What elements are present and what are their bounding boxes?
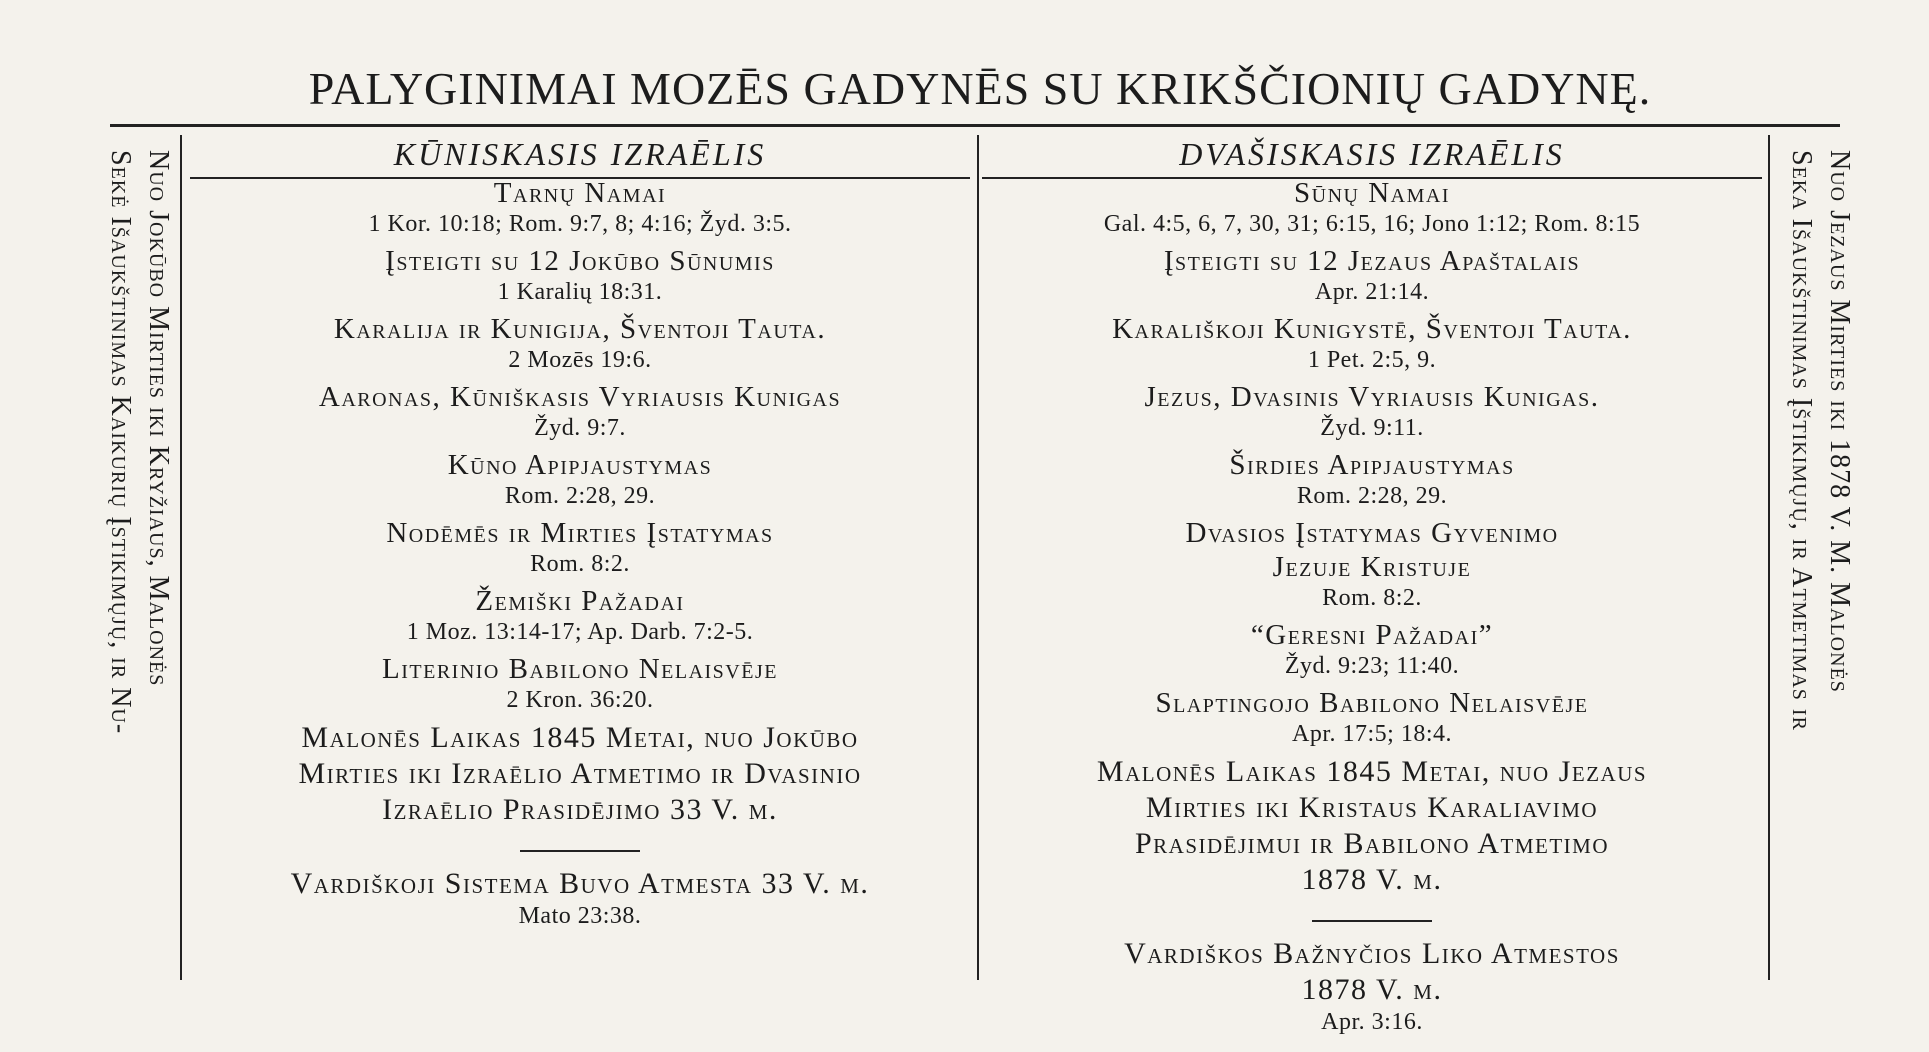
left-side-text	[97, 150, 177, 980]
right-promises-title: “Geresni Pažadai”	[1250, 619, 1494, 651]
left-entry-title: Literinio Babilono Nelaisvēje	[382, 653, 778, 685]
right-separator	[1312, 920, 1432, 922]
right-entry-ref: Apr. 21:14.	[1314, 279, 1430, 305]
right-law-entry	[982, 516, 1762, 612]
right-grace-line-3: Prasidējimui ir Babilono Atmetimo	[1134, 827, 1609, 860]
right-law-ref: Rom. 8:2.	[1322, 585, 1422, 611]
right-grace-line-4: 1878 V. m.	[1301, 863, 1443, 896]
left-column	[190, 132, 970, 936]
left-final-ref: Mato 23:38.	[518, 903, 642, 929]
right-entry-ref: Gal. 4:5, 6, 7, 30, 31; 6:15, 16; Jono 1:12; Rom. 8:15	[1103, 211, 1641, 237]
left-entry	[190, 312, 970, 374]
left-grace-period	[190, 720, 970, 828]
left-entry-ref: 2 Mozēs 19:6.	[508, 347, 652, 373]
left-entry	[190, 380, 970, 442]
left-entry-title: Žemiški Pažadai	[475, 585, 685, 617]
left-final-entry	[190, 866, 970, 930]
left-entry-title: Nodēmēs ir Mirties Įstatymas	[386, 517, 774, 549]
left-entry-ref: 1 Karalių 18:31.	[497, 279, 663, 305]
left-entry	[190, 516, 970, 578]
left-border-line	[180, 135, 182, 980]
right-final-entry	[982, 936, 1762, 1036]
right-column	[982, 132, 1762, 1042]
right-entry-title: Sūnų Namai	[1294, 177, 1450, 209]
right-entry-title: Įsteigti su 12 Jezaus Apaštalais	[1163, 245, 1581, 277]
left-entry-title: Kūno Apipjaustymas	[447, 449, 713, 481]
page-title: PALYGINIMAI MOZĒS GADYNĒS SU KRIKŠČIONIŲ GADYNĘ.	[308, 63, 1652, 114]
right-final-ref: Apr. 3:16.	[1321, 1009, 1423, 1035]
left-entry	[190, 652, 970, 714]
right-entry-ref: 1 Pet. 2:5, 9.	[1307, 347, 1437, 373]
right-final-line-2: 1878 V. m.	[1301, 973, 1443, 1006]
right-border-line	[1768, 135, 1770, 980]
right-entry	[982, 380, 1762, 442]
right-grace-period	[982, 754, 1762, 898]
right-grace-line-2: Mirties iki Kristaus Karaliavimo	[1145, 791, 1599, 824]
left-side-line-1: Nuo Jokūbo Mirties iki Kryžiaus, Malonės	[143, 150, 174, 687]
right-entry-title: Karališkoji Kunigystē, Šventoji Tauta.	[1112, 313, 1632, 345]
right-law-line-1: Dvasios Įstatymas Gyvenimo	[1185, 517, 1559, 549]
left-separator	[520, 850, 640, 852]
left-entry-title: Tarnų Namai	[493, 177, 667, 209]
left-entry-ref: 2 Kron. 36:20.	[506, 687, 654, 713]
left-entry-ref: Rom. 8:2.	[530, 551, 630, 577]
left-grace-line-3: Izraēlio Prasidējimo 33 V. m.	[382, 793, 778, 826]
top-rule	[110, 124, 1840, 127]
middle-divider-line	[977, 135, 979, 980]
left-entry-title: Įsteigti su 12 Jokūbo Sūnumis	[385, 245, 775, 277]
left-entry-ref: Žyd. 9:7.	[534, 415, 626, 441]
left-final-title: Vardiškoji Sistema Buvo Atmesta 33 V. m.	[290, 867, 870, 900]
left-entry	[190, 176, 970, 238]
left-entry-ref: 1 Kor. 10:18; Rom. 9:7, 8; 4:16; Žyd. 3:5.	[368, 211, 792, 237]
right-grace-line-1: Malonēs Laikas 1845 Metai, nuo Jezaus	[1096, 755, 1648, 788]
left-entry-ref: Rom. 2:28, 29.	[504, 483, 656, 509]
left-side-line-2: Sekė Išaukštinimas Kaikurių Įstikimųjų, ir Nu-	[105, 150, 136, 735]
left-entry	[190, 448, 970, 510]
left-column-heading: KŪNISKASIS IZRAĒLIS	[393, 136, 767, 172]
left-grace-line-1: Malonēs Laikas 1845 Metai, nuo Jokūbo	[301, 721, 859, 754]
right-babylon-entry	[982, 686, 1762, 748]
right-promises-ref: Žyd. 9:23; 11:40.	[1284, 653, 1460, 679]
right-side-line-1: Nuo Jezaus Mirties iki 1878 V. M. Malonės	[1824, 150, 1855, 693]
right-entry-ref: Žyd. 9:11.	[1320, 415, 1424, 441]
left-entry-ref: 1 Moz. 13:14-17; Ap. Darb. 7:2-5.	[406, 619, 754, 645]
right-entry-ref: Rom. 2:28, 29.	[1296, 483, 1448, 509]
right-entry	[982, 448, 1762, 510]
right-entry	[982, 244, 1762, 306]
left-entry	[190, 244, 970, 306]
right-law-line-2: Jezuje Kristuje	[1272, 551, 1472, 583]
right-promises-entry	[982, 618, 1762, 680]
left-entry	[190, 584, 970, 646]
left-entry-title: Karalija ir Kunigija, Šventoji Tauta.	[333, 313, 827, 345]
right-side-text	[1778, 150, 1858, 980]
right-babylon-ref: Apr. 17:5; 18:4.	[1291, 721, 1452, 747]
right-side-line-2: Seka Išaukštinimas Įštikimųjų, ir Atmetimas ir	[1786, 150, 1817, 731]
right-entry-title: Širdies Apipjaustymas	[1229, 449, 1515, 481]
right-column-heading: DVAŠISKASIS IZRAĒLIS	[1179, 136, 1565, 172]
right-entry-title: Jezus, Dvasinis Vyriausis Kunigas.	[1144, 381, 1600, 413]
left-grace-line-2: Mirties iki Izraēlio Atmetimo ir Dvasinio	[298, 757, 862, 790]
left-entry-title: Aaronas, Kūniškasis Vyriausis Kunigas	[318, 381, 842, 413]
right-babylon-title: Slaptingojo Babilono Nelaisvēje	[1155, 687, 1589, 719]
right-entry	[982, 176, 1762, 238]
right-entry	[982, 312, 1762, 374]
right-final-line-1: Vardiškos Bažnyčios Liko Atmestos	[1124, 937, 1620, 970]
